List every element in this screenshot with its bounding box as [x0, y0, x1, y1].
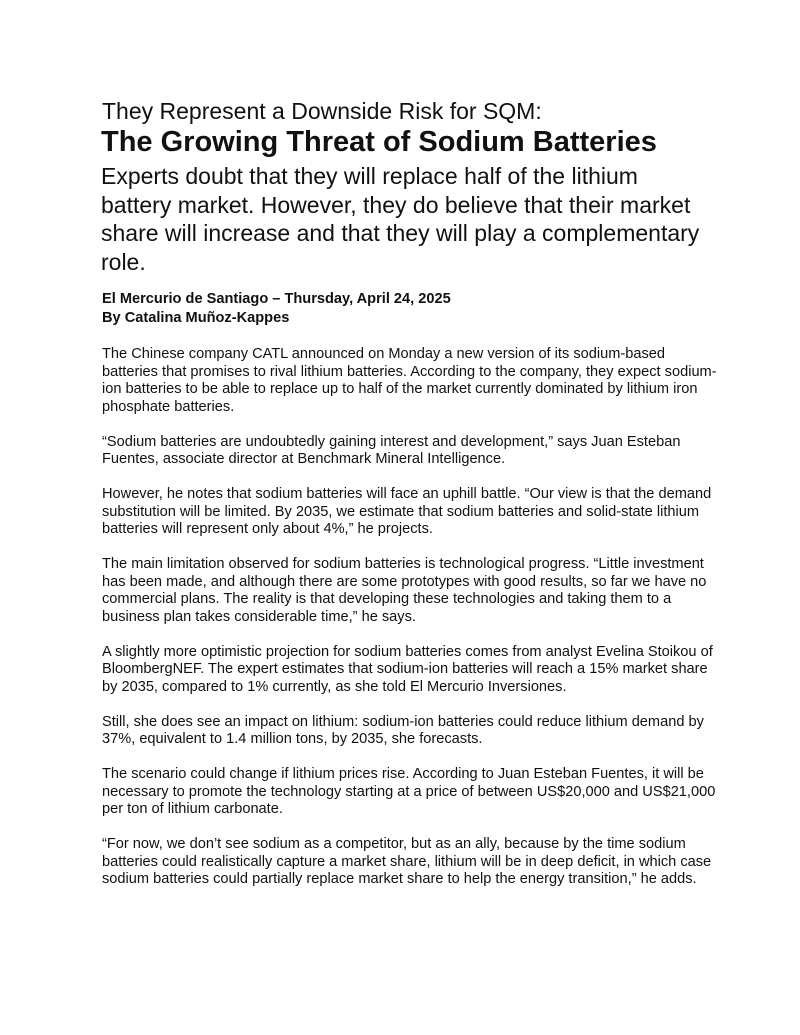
body-paragraph: A slightly more optimistic projection for sodium batteries comes from analyst Evelina Stoikou of BloombergNEF. The expert estimates that sodium-ion batteries will reach a 15% market share by 2035, compared to 1% currently, as she told El Mercurio Inversiones.: [102, 643, 713, 695]
body-paragraph: The Chinese company CATL announced on Monday a new version of its sodium-based batteries that promises to rival lithium batteries. According to the company, they expect sodium-ion batteries to be able to replace up to half of the market currently dominated by lithium iron phosphate batteries.: [102, 346, 717, 415]
body-paragraph: The main limitation observed for sodium batteries is technological progress. “Little investment has been made, and although there are some prototypes with good results, so far we have no commercial plans. The reality is that developing these technologies and taking them to a business plan takes considerable time,” he says.: [102, 556, 707, 625]
body-paragraph: However, he notes that sodium batteries will face an uphill battle. “Our view is that the demand substitution will be limited. By 2035, we estimate that sodium batteries and solid-state lithium batteries will represent only about 4%,” he projects.: [102, 486, 712, 537]
article-kicker: They Represent a Downside Risk for SQM:: [102, 98, 542, 124]
article-headline: The Growing Threat of Sodium Batteries: [101, 126, 657, 158]
body-paragraph: Still, she does see an impact on lithium: sodium-ion batteries could reduce lithium demand by 37%, equivalent to 1.4 million tons, by 2035, she forecasts.: [102, 713, 704, 747]
article-deck: Experts doubt that they will replace half of the lithium battery market. However, they do believe that their market share will increase and that they will play a complementary role.: [101, 163, 700, 275]
author-line: By Catalina Muñoz-Kappes: [102, 310, 290, 326]
article-body: [102, 346, 722, 906]
body-paragraph: “Sodium batteries are undoubtedly gaining interest and development,” says Juan Esteban Fuentes, associate director at Benchmark Mineral Intelligence.: [102, 433, 681, 467]
article-byline: [102, 290, 722, 328]
body-paragraph: “For now, we don’t see sodium as a competitor, but as an ally, because by the time sodium batteries could realistically capture a market share, lithium will be in deep deficit, in which case sodium batteries could partially replace market share to help the energy transition,” he adds.: [102, 836, 712, 887]
source-line: El Mercurio de Santiago – Thursday, April 24, 2025: [102, 291, 451, 307]
body-paragraph: The scenario could change if lithium prices rise. According to Juan Esteban Fuentes, it will be necessary to promote the technology starting at a price of between US$20,000 and US$21,000 per ton of lithium carbonate.: [102, 766, 716, 817]
